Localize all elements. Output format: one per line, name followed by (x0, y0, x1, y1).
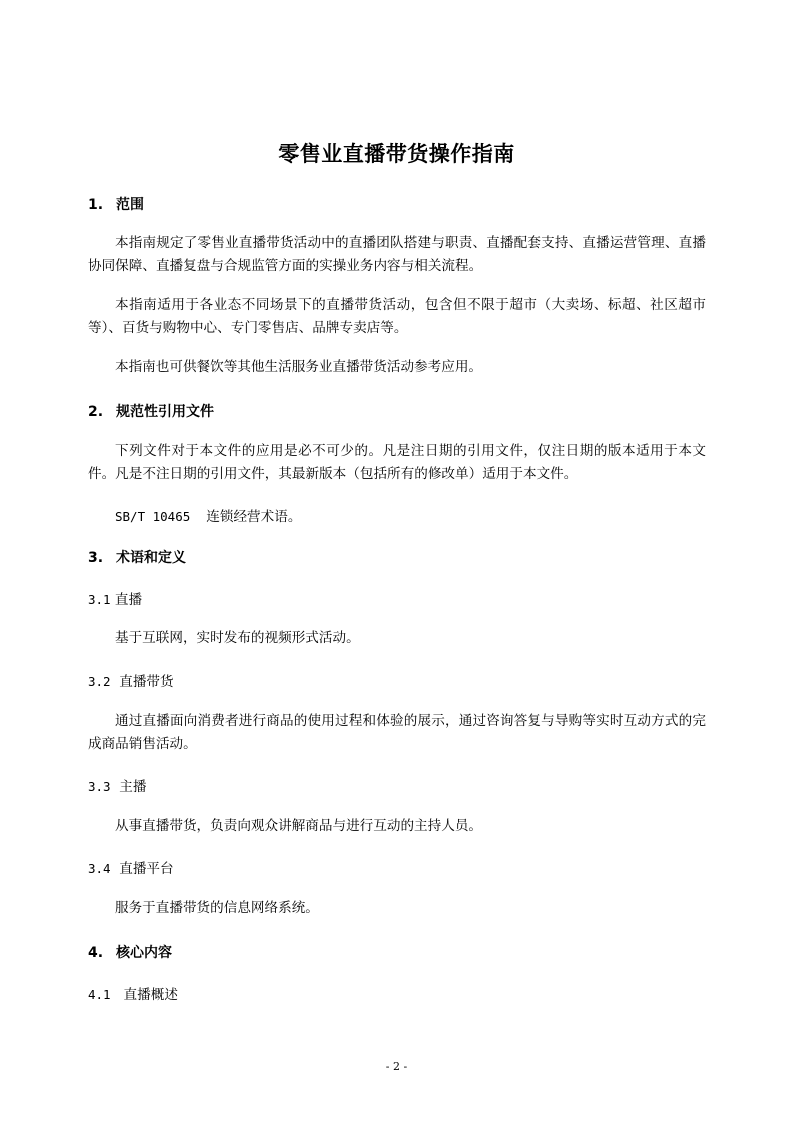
term-number: 3.2 (88, 674, 111, 689)
section-number: 1. (88, 197, 104, 213)
subsection-title: 直播概述 (123, 987, 178, 1003)
term-name: 直播 (114, 592, 143, 608)
term-heading (88, 857, 174, 877)
section-heading-terms (88, 547, 186, 567)
section-number: 4. (88, 945, 104, 961)
term-number: 3.1 (88, 592, 111, 607)
section-number: 3. (88, 550, 104, 566)
page-number: - 2 - (385, 1060, 408, 1073)
paragraph: 下列文件对于本文件的应用是必不可少的。凡是注日期的引用文件，仅注日期的版本适用于本文件。凡是不注日期的引用文件，其最新版本（包括所有的修改单）适用于本文件。 (88, 443, 706, 482)
subsection-number: 4.1 (88, 987, 111, 1002)
paragraph: 本指南适用于各业态不同场景下的直播带货活动，包含但不限于超市（大卖场、标超、社区超市等）、百货与购物中心、专门零售店、品牌专卖店等。 (88, 297, 706, 336)
section-title: 核心内容 (116, 945, 172, 961)
term-definition: 从事直播带货，负责向观众讲解商品与进行互动的主持人员。 (115, 818, 483, 834)
term-heading (88, 588, 142, 608)
term-definition: 基于互联网，实时发布的视频形式活动。 (115, 630, 360, 646)
section-heading-normative-references (88, 401, 214, 421)
paragraph: 本指南规定了零售业直播带货活动中的直播团队搭建与职责、直播配套支持、直播运营管理、直播协同保障、直播复盘与合规监管方面的实操业务内容与相关流程。 (88, 235, 706, 274)
term-number: 3.4 (88, 861, 111, 876)
section-number: 2. (88, 404, 104, 420)
term-name: 直播平台 (119, 861, 174, 877)
section-title: 术语和定义 (116, 550, 186, 566)
term-heading (88, 670, 174, 690)
term-name: 直播带货 (119, 674, 174, 690)
section-heading-scope (88, 194, 144, 214)
section-heading-core-content (88, 942, 172, 962)
subsection-heading (88, 983, 178, 1003)
reference-code: SB/T 10465 (115, 509, 191, 524)
term-definition: 通过直播面向消费者进行商品的使用过程和体验的展示，通过咨询答复与导购等实时互动方式的完成商品销售活动。 (88, 713, 706, 752)
term-number: 3.3 (88, 779, 111, 794)
paragraph: 本指南也可供餐饮等其他生活服务业直播带货活动参考应用。 (115, 359, 483, 375)
document-title: 零售业直播带货操作指南 (278, 142, 515, 166)
reference-entry (115, 505, 301, 525)
term-heading (88, 775, 146, 795)
term-definition: 服务于直播带货的信息网络系统。 (115, 900, 319, 916)
section-title: 规范性引用文件 (116, 404, 214, 420)
section-title: 范围 (116, 197, 144, 213)
term-name: 主播 (119, 779, 147, 795)
reference-name: 连锁经营术语。 (206, 509, 302, 525)
